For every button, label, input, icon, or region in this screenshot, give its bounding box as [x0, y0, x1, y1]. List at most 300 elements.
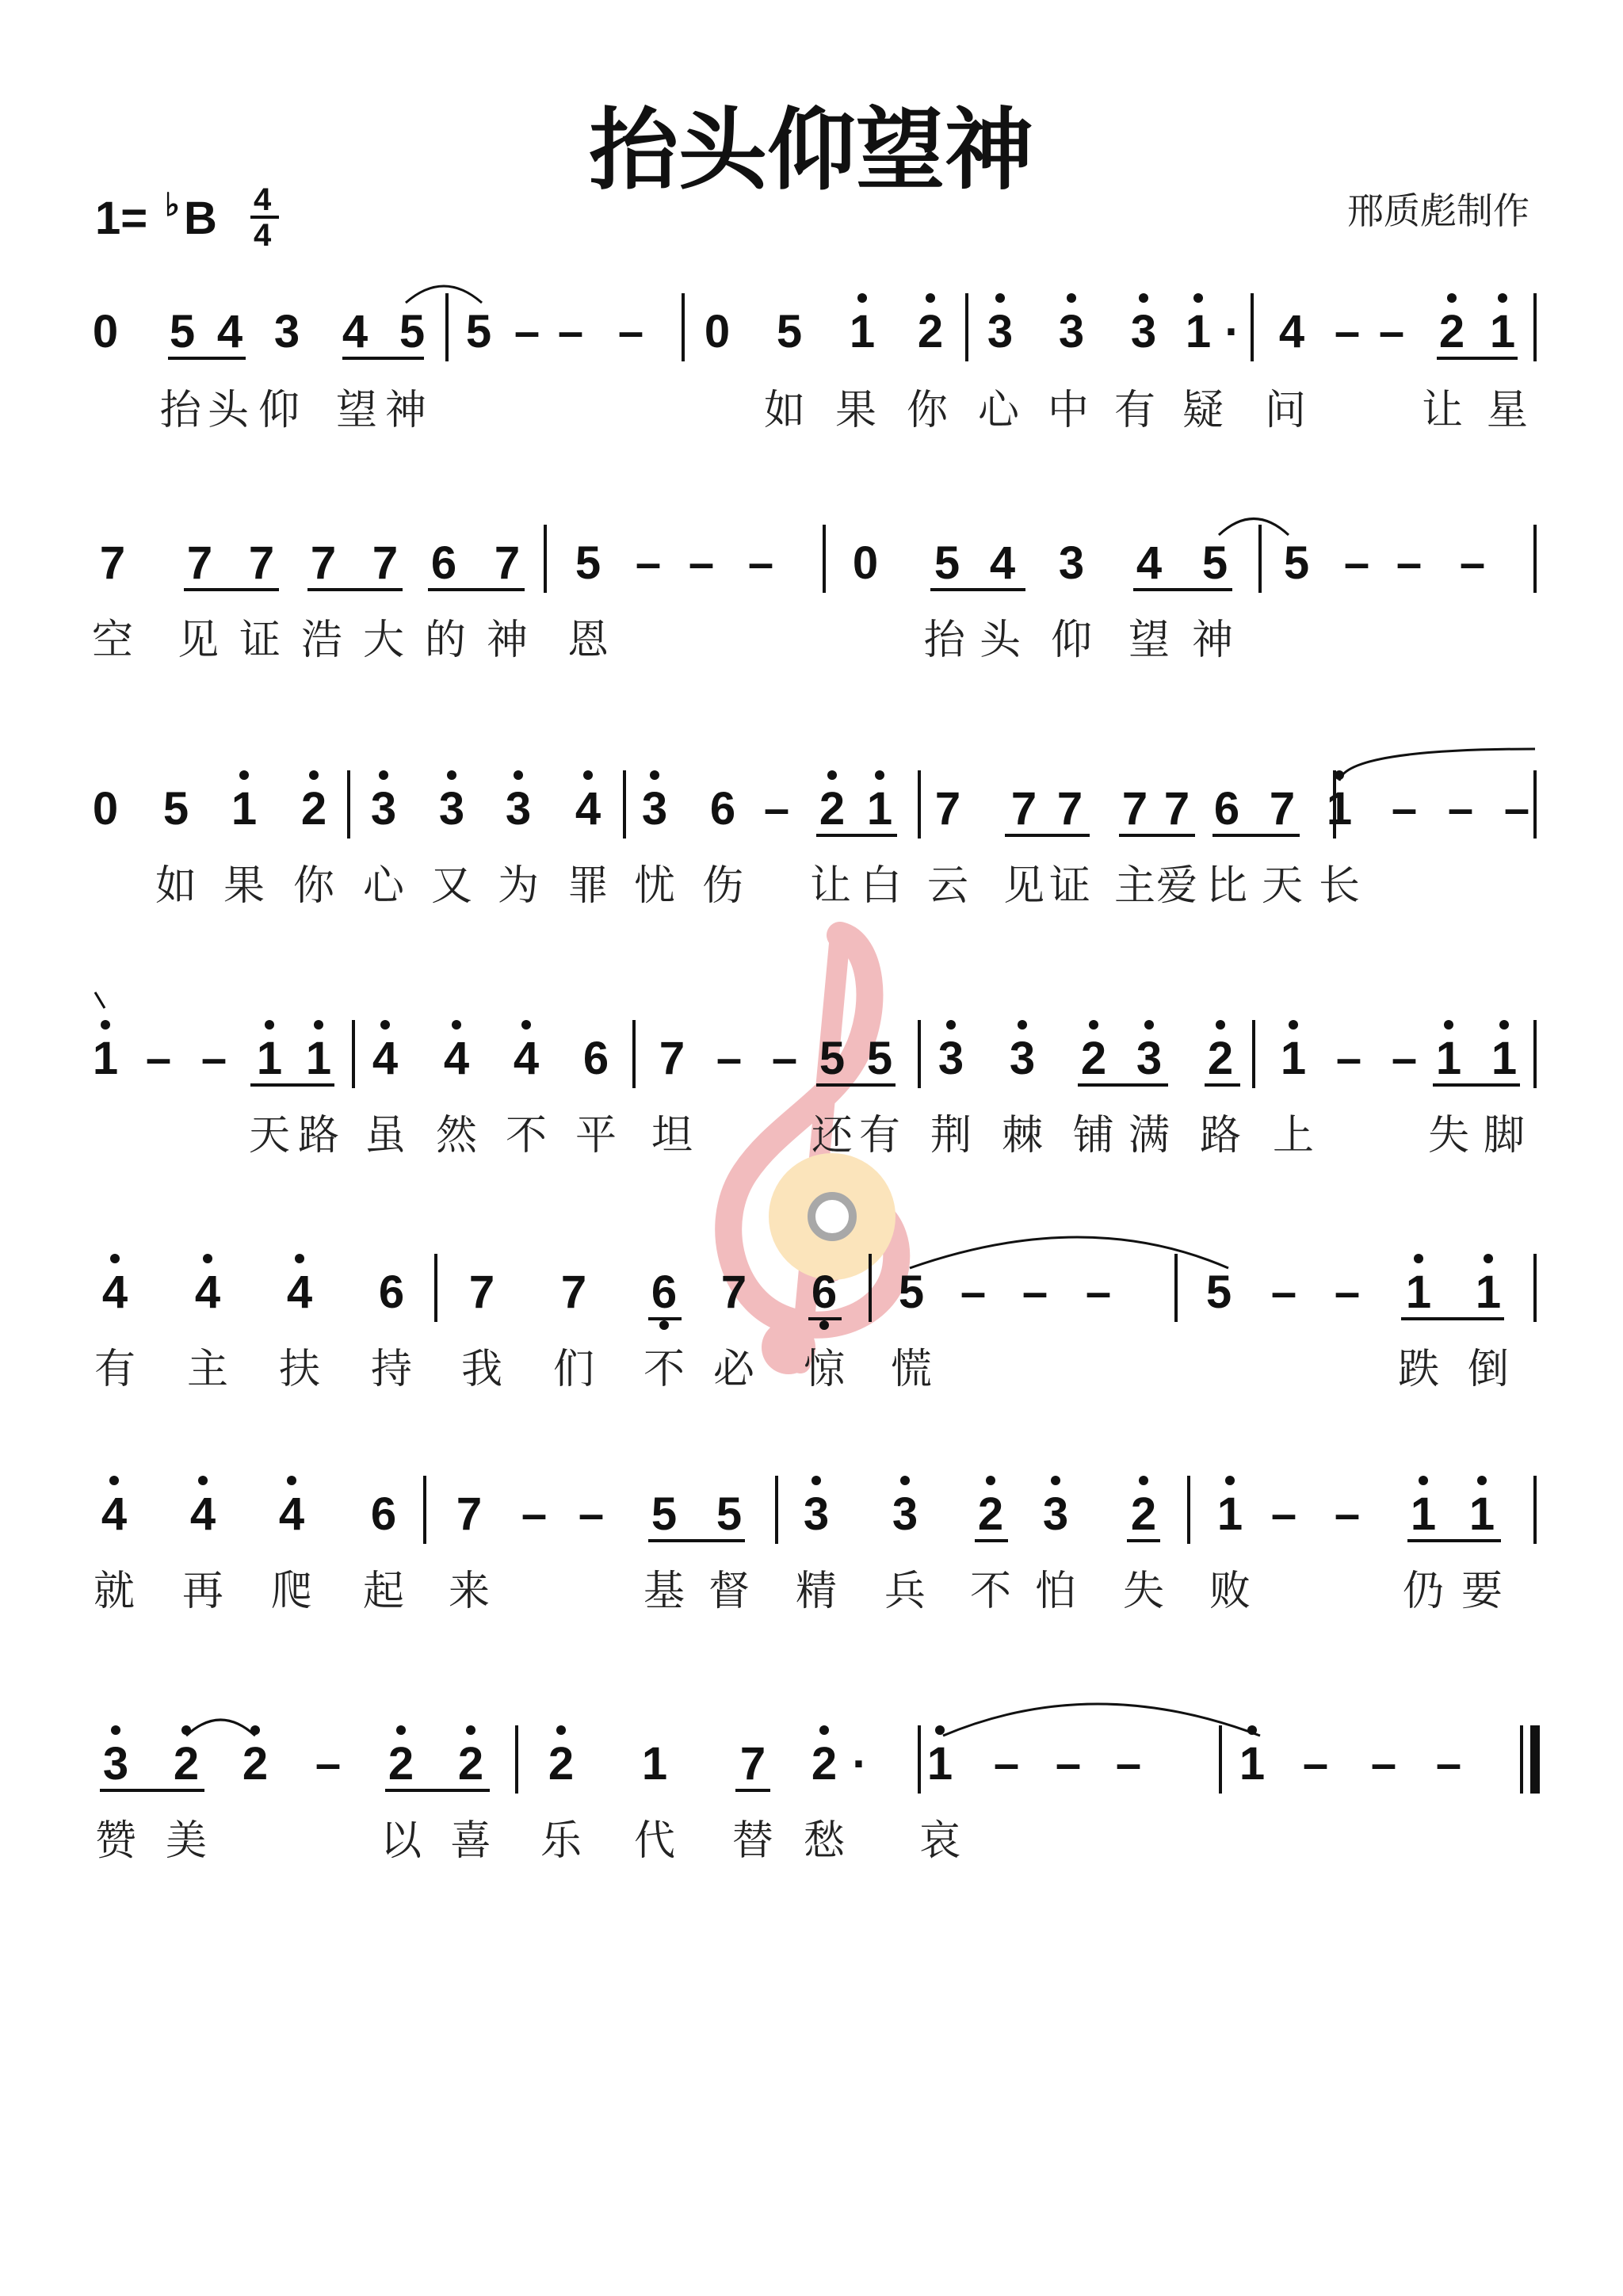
- hold-dash: –: [1334, 1266, 1361, 1318]
- note: 1: [256, 1033, 283, 1084]
- lyric-char: 败: [1209, 1568, 1251, 1615]
- lyric-char: 如: [155, 862, 197, 910]
- note: 1: [926, 1738, 953, 1790]
- hold-dash: –: [1302, 1738, 1329, 1790]
- note: 2: [977, 1488, 1004, 1540]
- lyric-char: 哀: [918, 1817, 961, 1865]
- lyric-char: 乐: [540, 1817, 582, 1865]
- octave-dot-above: [1419, 1476, 1428, 1485]
- note: 5: [934, 537, 960, 589]
- hold-dash: –: [1459, 537, 1486, 589]
- note: 3: [438, 783, 465, 835]
- lyric-char: 见: [1002, 862, 1045, 910]
- note: 4: [216, 306, 243, 357]
- note: 0: [92, 306, 119, 357]
- lyric-char: 坦: [651, 1112, 693, 1159]
- note: 1: [1489, 306, 1516, 357]
- octave-dot-above: [650, 770, 659, 780]
- octave-dot-above: [239, 770, 249, 780]
- octave-dot-above: [521, 1020, 531, 1030]
- lyric-char: 果: [834, 387, 877, 434]
- octave-dot-above: [265, 1020, 274, 1030]
- lyric-char: 抬: [159, 387, 202, 434]
- tie-arc: [910, 1237, 1228, 1268]
- octave-dot-above: [583, 770, 593, 780]
- note: 5: [716, 1488, 743, 1540]
- lyric-char: 怕: [1034, 1568, 1077, 1615]
- lyric-char: 荆: [930, 1112, 972, 1159]
- octave-dot-above: [1089, 1020, 1098, 1030]
- octave-dot-above: [875, 770, 884, 780]
- tie-arc: [1219, 519, 1289, 536]
- hold-dash: –: [635, 537, 662, 589]
- note: 2: [548, 1738, 575, 1790]
- hold-dash: –: [1022, 1266, 1048, 1318]
- lyric-char: 星: [1486, 387, 1529, 434]
- lyric-char: 果: [223, 862, 265, 910]
- hold-dash: –: [557, 306, 584, 357]
- octave-dot-above: [380, 1020, 390, 1030]
- note: 2: [1438, 306, 1465, 357]
- lyric-char: 兵: [884, 1568, 926, 1615]
- note: 4: [189, 1488, 216, 1540]
- lyric-char: 就: [93, 1568, 136, 1615]
- lyric-char: 还: [811, 1112, 854, 1159]
- lyric-char: 你: [292, 862, 335, 910]
- note: 3: [273, 306, 300, 357]
- octave-dot-above: [514, 770, 523, 780]
- note: 2: [819, 783, 846, 835]
- octave-dot-above: [1216, 1020, 1225, 1030]
- lyric-char: 棘: [1001, 1112, 1044, 1159]
- score-system: [94, 1476, 1535, 1615]
- note: 2: [1130, 1488, 1157, 1540]
- note: 6: [1213, 783, 1240, 835]
- octave-dot-above: [109, 1476, 119, 1485]
- octave-dot-above: [1498, 293, 1507, 303]
- note: 7: [1121, 783, 1148, 835]
- lyric-char: 恩: [567, 617, 609, 664]
- note: 3: [1130, 306, 1157, 357]
- octave-dot-above: [1139, 293, 1148, 303]
- octave-dot-above: [466, 1725, 475, 1735]
- octave-dot-above: [1144, 1020, 1154, 1030]
- note: 4: [372, 1033, 399, 1084]
- octave-dot-above: [314, 1020, 323, 1030]
- lyric-char: 爱: [1155, 862, 1198, 910]
- lyric-char: 基: [643, 1568, 685, 1615]
- note: 7: [310, 537, 337, 589]
- lyric-char: 路: [297, 1112, 340, 1159]
- octave-dot-above: [1444, 1020, 1453, 1030]
- lyric-char: 精: [795, 1568, 838, 1615]
- note: 2: [457, 1738, 484, 1790]
- note: 3: [1058, 537, 1085, 589]
- note: 1: [305, 1033, 332, 1084]
- octave-dot-above: [295, 1254, 304, 1263]
- lyric-char: 空: [91, 617, 134, 664]
- hold-dash: –: [578, 1488, 605, 1540]
- octave-dot-above: [198, 1476, 208, 1485]
- hold-dash: –: [716, 1033, 743, 1084]
- lyric-char: 跌: [1397, 1346, 1440, 1393]
- lyric-char: 又: [430, 862, 473, 910]
- lyric-char: 爬: [270, 1568, 313, 1615]
- lyric-char: 你: [906, 387, 949, 434]
- note: 1: [1216, 1488, 1243, 1540]
- lyric-char: 以: [380, 1817, 422, 1865]
- octave-dot-above: [1193, 293, 1203, 303]
- key-signature: [95, 182, 279, 253]
- dot-mark: ·: [1224, 306, 1240, 357]
- score-systems: [92, 286, 1535, 1865]
- lyric-char: 神: [384, 387, 427, 434]
- note: 7: [456, 1488, 483, 1540]
- note: 4: [1136, 537, 1163, 589]
- lyric-char: 脚: [1483, 1112, 1526, 1159]
- lyric-char: 有: [1113, 387, 1156, 434]
- lyric-char: 浩: [300, 617, 343, 664]
- lyric-char: 让: [1421, 387, 1464, 434]
- note: 4: [1278, 306, 1305, 357]
- note: 1: [92, 1033, 119, 1084]
- octave-dot-above: [812, 1476, 821, 1485]
- lyric-char: 证: [1048, 862, 1091, 910]
- lyric-char: 大: [362, 617, 405, 664]
- lyric-char: 督: [708, 1568, 750, 1615]
- meter-top: 4: [254, 182, 272, 217]
- octave-dot-above: [379, 770, 388, 780]
- note: 1: [849, 306, 876, 357]
- note: 6: [582, 1033, 609, 1084]
- lyric-char: 喜: [449, 1817, 492, 1865]
- lyric-char: 代: [633, 1817, 676, 1865]
- note: 1: [1435, 1033, 1462, 1084]
- note: 7: [1010, 783, 1037, 835]
- lyric-char: 罪: [567, 862, 609, 910]
- note: 3: [892, 1488, 918, 1540]
- note: 3: [803, 1488, 830, 1540]
- lyric-char: 心: [362, 862, 405, 910]
- lyric-char: 美: [165, 1817, 208, 1865]
- octave-dot-above: [986, 1476, 995, 1485]
- lyric-char: 持: [370, 1346, 413, 1393]
- octave-dot-above: [1139, 1476, 1148, 1485]
- hold-dash: –: [1503, 783, 1530, 835]
- note: 7: [468, 1266, 495, 1318]
- hold-dash: –: [1270, 1266, 1297, 1318]
- note: 6: [430, 537, 457, 589]
- lyric-char: 望: [335, 387, 378, 434]
- key-letter: B: [184, 193, 217, 244]
- note: 2: [242, 1738, 269, 1790]
- note: 4: [342, 306, 369, 357]
- octave-dot-above: [396, 1725, 406, 1735]
- note: 4: [513, 1033, 540, 1084]
- hold-dash: –: [960, 1266, 987, 1318]
- hold-dash: –: [521, 1488, 548, 1540]
- octave-dot-below: [659, 1320, 669, 1330]
- lyric-char: 不: [643, 1346, 685, 1393]
- note: 5: [819, 1033, 846, 1084]
- note: 3: [370, 783, 397, 835]
- note: 5: [162, 783, 189, 835]
- tie-arc: [186, 1720, 255, 1736]
- note: 1: [1468, 1488, 1495, 1540]
- hold-dash: –: [1270, 1488, 1297, 1540]
- lyric-char: 起: [362, 1568, 405, 1615]
- note: 1: [1185, 306, 1212, 357]
- note: 1: [866, 783, 893, 835]
- octave-dot-above: [1051, 1476, 1060, 1485]
- hold-dash: –: [1085, 1266, 1112, 1318]
- note: 1: [1280, 1033, 1307, 1084]
- tie-arc: [406, 286, 482, 303]
- hold-dash: –: [514, 306, 540, 357]
- note: 5: [898, 1266, 925, 1318]
- tie-arc: [943, 1704, 1260, 1736]
- lyric-char: 如: [763, 387, 806, 434]
- lyric-char: 证: [239, 617, 281, 664]
- song-title: 抬头仰望神: [590, 98, 1033, 202]
- note: 4: [286, 1266, 313, 1318]
- octave-dot-above: [1414, 1254, 1423, 1263]
- lyric-char: 云: [926, 862, 969, 910]
- hold-dash: –: [1334, 1488, 1361, 1540]
- lyric-char: 平: [575, 1112, 617, 1159]
- note: 3: [1042, 1488, 1069, 1540]
- note: 5: [169, 306, 196, 357]
- note: 2: [1207, 1033, 1234, 1084]
- note: 4: [278, 1488, 305, 1540]
- note: 6: [378, 1266, 405, 1318]
- note: 7: [1269, 783, 1296, 835]
- note: 4: [989, 537, 1016, 589]
- lyric-char: 天: [1261, 862, 1304, 910]
- octave-dot-above: [203, 1254, 212, 1263]
- note: 2: [811, 1738, 838, 1790]
- lyric-char: 长: [1318, 862, 1361, 910]
- octave-dot-above: [819, 1725, 829, 1735]
- note: 1: [1239, 1738, 1266, 1790]
- hold-dash: –: [1370, 1738, 1397, 1790]
- lyric-char: 主: [1113, 862, 1156, 910]
- note: 3: [1058, 306, 1085, 357]
- score-system: [95, 1725, 1535, 1865]
- lyric-char: 仰: [258, 387, 300, 434]
- hold-dash: –: [315, 1738, 342, 1790]
- hold-dash: –: [1396, 537, 1423, 589]
- note: 5: [1283, 537, 1310, 589]
- lyric-char: 路: [1199, 1112, 1242, 1159]
- octave-dot-below: [819, 1320, 829, 1330]
- note: 7: [739, 1738, 766, 1790]
- dot-mark: ·: [852, 1738, 868, 1790]
- lyric-char: 铺: [1072, 1112, 1115, 1159]
- note: 7: [720, 1266, 747, 1318]
- lyric-char: 虽: [364, 1112, 407, 1159]
- lyric-char: 比: [1205, 862, 1248, 910]
- lyric-char: 忧: [633, 862, 676, 910]
- octave-dot-above: [1018, 1020, 1027, 1030]
- octave-dot-above: [111, 1725, 120, 1735]
- tie-arc: [95, 992, 105, 1008]
- note: 3: [641, 783, 668, 835]
- octave-dot-above: [287, 1476, 296, 1485]
- note: 2: [173, 1738, 200, 1790]
- lyric-char: 必: [712, 1346, 755, 1393]
- lyric-char: 让: [809, 862, 852, 910]
- octave-dot-above: [452, 1020, 461, 1030]
- score-system: [92, 525, 1535, 664]
- note: 3: [102, 1738, 129, 1790]
- note: 6: [811, 1266, 838, 1318]
- octave-dot-above: [556, 1725, 566, 1735]
- lyric-char: 伤: [701, 862, 744, 910]
- note: 0: [92, 783, 119, 835]
- key-flat: ♭: [165, 188, 180, 223]
- lyric-char: 扶: [278, 1346, 321, 1393]
- note: 0: [852, 537, 879, 589]
- lyric-char: 们: [552, 1346, 595, 1393]
- note: 5: [399, 306, 426, 357]
- octave-dot-above: [900, 1476, 910, 1485]
- note: 7: [1056, 783, 1083, 835]
- note: 1: [1410, 1488, 1437, 1540]
- note: 1: [1491, 1033, 1518, 1084]
- note: 3: [987, 306, 1014, 357]
- lyric-char: 惊: [803, 1346, 846, 1393]
- hold-dash: –: [763, 783, 790, 835]
- note: 4: [575, 783, 601, 835]
- note: 7: [560, 1266, 587, 1318]
- hold-dash: –: [145, 1033, 172, 1084]
- octave-dot-above: [1484, 1254, 1493, 1263]
- note: 1: [231, 783, 258, 835]
- note: 7: [659, 1033, 685, 1084]
- lyric-char: 抬: [923, 617, 966, 664]
- hold-dash: –: [1378, 306, 1405, 357]
- note: 6: [709, 783, 736, 835]
- lyric-char: 有: [858, 1112, 901, 1159]
- note: 1: [1326, 783, 1353, 835]
- note: 7: [186, 537, 213, 589]
- note: 1: [1475, 1266, 1502, 1318]
- note: 2: [1080, 1033, 1107, 1084]
- hold-dash: –: [688, 537, 715, 589]
- note: 0: [704, 306, 731, 357]
- lyric-char: 满: [1128, 1112, 1170, 1159]
- lyric-char: 见: [177, 617, 220, 664]
- hold-dash: –: [771, 1033, 798, 1084]
- note: 4: [101, 1266, 128, 1318]
- hold-dash: –: [747, 537, 774, 589]
- lyric-char: 神: [486, 617, 529, 664]
- lyric-char: 慌: [890, 1346, 933, 1393]
- lyric-char: 疑: [1182, 387, 1224, 434]
- octave-dot-above: [1289, 1020, 1298, 1030]
- note: 5: [1201, 537, 1228, 589]
- octave-dot-above: [827, 770, 837, 780]
- octave-dot-above: [447, 770, 456, 780]
- note: 3: [1009, 1033, 1036, 1084]
- lyric-char: 再: [181, 1568, 224, 1615]
- lyric-char: 替: [731, 1817, 774, 1865]
- note: 5: [465, 306, 492, 357]
- octave-dot-above: [1447, 293, 1457, 303]
- octave-dot-above: [1477, 1476, 1487, 1485]
- lyric-char: 然: [435, 1112, 478, 1159]
- note: 2: [300, 783, 327, 835]
- octave-dot-above: [946, 1020, 956, 1030]
- octave-dot-above: [110, 1254, 120, 1263]
- composer-credit: 邢质彪制作: [1347, 189, 1529, 232]
- hold-dash: –: [617, 306, 644, 357]
- octave-dot-above: [926, 293, 935, 303]
- note: 7: [99, 537, 126, 589]
- tie-arc: [1339, 749, 1535, 781]
- octave-dot-above: [1499, 1020, 1509, 1030]
- hold-dash: –: [1391, 783, 1418, 835]
- note: 4: [194, 1266, 221, 1318]
- lyric-char: 为: [497, 862, 540, 910]
- note: 4: [101, 1488, 128, 1540]
- lyric-char: 失: [1122, 1568, 1165, 1615]
- note: 2: [917, 306, 944, 357]
- lyric-char: 有: [94, 1346, 136, 1393]
- note: 7: [372, 537, 399, 589]
- lyric-char: 头: [207, 387, 250, 434]
- note: 7: [248, 537, 275, 589]
- hold-dash: –: [1435, 1738, 1462, 1790]
- lyric-char: 问: [1264, 387, 1307, 434]
- hold-dash: –: [1391, 1033, 1418, 1084]
- note: 7: [934, 783, 961, 835]
- hold-dash: –: [993, 1738, 1020, 1790]
- octave-dot-above: [101, 1020, 110, 1030]
- score-system: [93, 770, 1535, 910]
- octave-dot-above: [1225, 1476, 1235, 1485]
- octave-dot-above: [935, 1725, 945, 1735]
- lyric-char: 白: [860, 862, 903, 910]
- hold-dash: –: [1447, 783, 1474, 835]
- note: 6: [651, 1266, 678, 1318]
- note: 5: [866, 1033, 893, 1084]
- note: 3: [938, 1033, 964, 1084]
- lyric-char: 的: [424, 617, 467, 664]
- hold-dash: –: [1115, 1738, 1142, 1790]
- lyric-char: 中: [1047, 387, 1090, 434]
- octave-dot-above: [1067, 293, 1076, 303]
- meter-bottom: 4: [254, 218, 272, 253]
- lyric-char: 倒: [1467, 1346, 1510, 1393]
- lyric-char: 我: [460, 1346, 503, 1393]
- lyric-char: 心: [977, 387, 1020, 434]
- octave-dot-above: [995, 293, 1005, 303]
- note: 3: [1136, 1033, 1163, 1084]
- note: 3: [505, 783, 532, 835]
- note: 2: [388, 1738, 414, 1790]
- lyric-char: 仍: [1402, 1568, 1445, 1615]
- note: 1: [1405, 1266, 1432, 1318]
- lyric-char: 不: [505, 1112, 548, 1159]
- lyric-char: 天: [248, 1112, 291, 1159]
- octave-dot-above: [309, 770, 319, 780]
- note: 7: [494, 537, 521, 589]
- hold-dash: –: [1055, 1738, 1082, 1790]
- lyric-char: 愁: [803, 1817, 846, 1865]
- lyric-char: 头: [979, 617, 1022, 664]
